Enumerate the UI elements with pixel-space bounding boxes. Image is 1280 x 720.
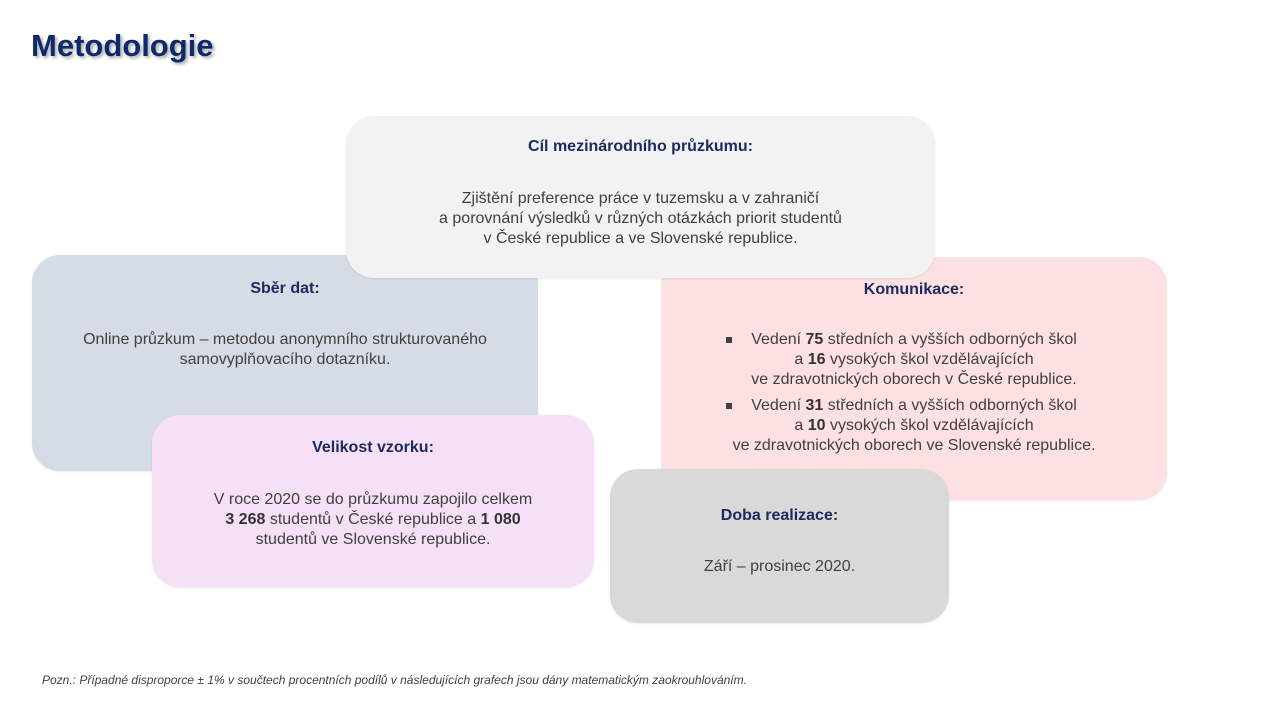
communication-item-line	[661, 416, 1167, 436]
communication-item-line: ve zdravotnických oborech v České republice.	[751, 371, 1077, 388]
goal-box	[346, 116, 935, 278]
goal-line: a porovnání výsledků v různých otázkách priorit studentů	[439, 210, 842, 227]
text-part: vysokých škol vzdělávajících	[825, 351, 1034, 368]
period-text	[610, 557, 949, 577]
text-part: studentů v České republice a	[265, 511, 481, 528]
communication-item	[661, 330, 1167, 390]
data-collection-heading: Sběr dat:	[250, 280, 320, 297]
university-count: 10	[807, 417, 826, 434]
goal-heading: Cíl mezinárodního průzkumu:	[528, 138, 753, 155]
text-part: Vedení	[751, 397, 806, 414]
communication-item-line	[661, 350, 1167, 370]
sample-size-heading: Velikost vzorku:	[312, 439, 434, 456]
student-count-cz: 3 268	[225, 511, 266, 528]
communication-item-line	[661, 396, 1167, 416]
square-bullet-icon	[726, 403, 732, 409]
text-part: středních a vyšších odborných škol	[823, 331, 1077, 348]
school-count: 31	[805, 397, 824, 414]
goal-line: v České republice a ve Slovenské republice.	[483, 230, 798, 247]
goal-line: Zjištění preference práce v tuzemsku a v zahraničí	[461, 190, 820, 207]
sample-line	[152, 510, 594, 530]
communication-item-line: ve zdravotnických oborech ve Slovenské republice.	[732, 437, 1096, 454]
communication-list	[661, 330, 1167, 462]
text-part: a	[794, 417, 808, 434]
text-part: středních a vyšších odborných škol	[823, 397, 1077, 414]
period-heading: Doba realizace:	[720, 507, 839, 524]
text-part: Vedení	[751, 331, 806, 348]
data-collection-line: Online průzkum – metodou anonymního strukturovaného	[83, 331, 487, 348]
period-box	[610, 469, 949, 623]
data-collection-line: samovyplňovacího dotazníku.	[179, 351, 391, 368]
communication-heading: Komunikace:	[863, 281, 965, 298]
sample-size-text	[152, 490, 594, 550]
school-count: 75	[805, 331, 824, 348]
sample-line: V roce 2020 se do průzkumu zapojilo celkem	[213, 491, 533, 508]
text-part: vysokých škol vzdělávajících	[825, 417, 1034, 434]
page-title: Metodologie	[31, 28, 214, 63]
text-part: a	[794, 351, 808, 368]
data-collection-text	[32, 330, 538, 370]
communication-item	[661, 396, 1167, 456]
sample-size-box	[152, 415, 594, 587]
square-bullet-icon	[726, 337, 732, 343]
student-count-sk: 1 080	[480, 511, 521, 528]
sample-line: studentů ve Slovenské republice.	[255, 531, 491, 548]
university-count: 16	[807, 351, 826, 368]
period-line: Září – prosinec 2020.	[703, 558, 856, 575]
footnote: Pozn.: Případné disproporce ± 1% v součtech procentních podílů v následujících grafech jsou dány matematickým zaokrouhlováním.	[42, 673, 747, 687]
communication-box	[661, 257, 1167, 500]
goal-text	[346, 189, 935, 249]
communication-item-line	[661, 330, 1167, 350]
